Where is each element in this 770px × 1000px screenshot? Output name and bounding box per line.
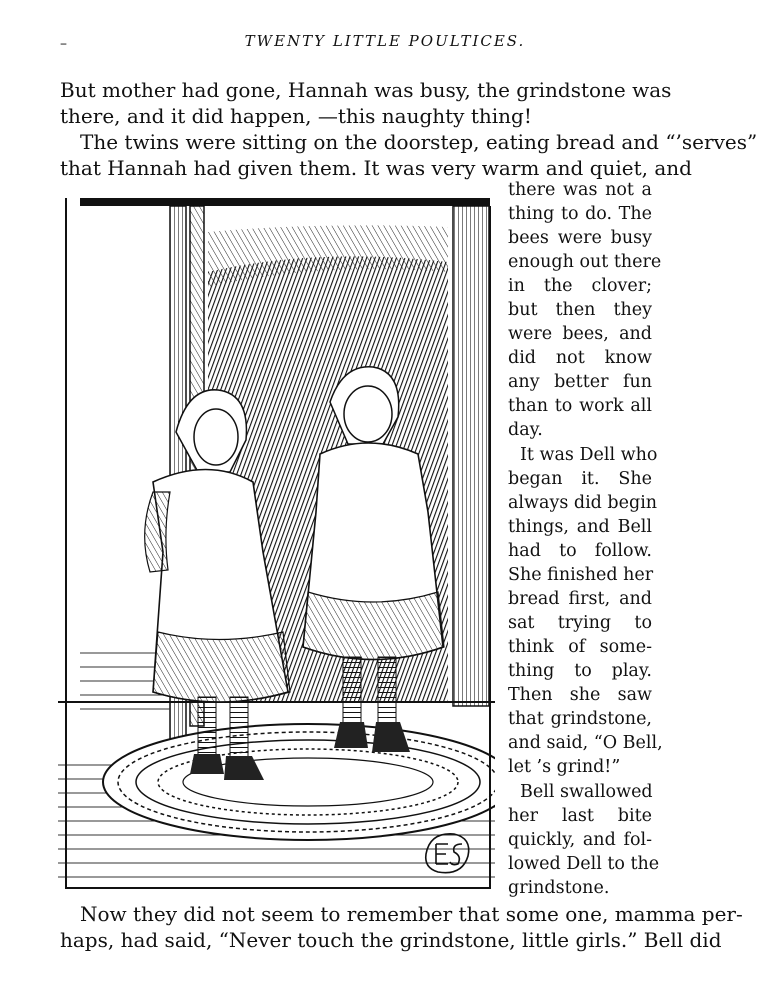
side-line: sat trying to: [508, 613, 652, 633]
side-line: but then they: [508, 300, 652, 320]
side-line: did not know: [508, 348, 652, 368]
side-line: Bell swallowed: [520, 782, 653, 802]
side-line: Then she saw: [508, 685, 652, 705]
braided-rug: [103, 724, 495, 840]
side-line: in the clover;: [508, 276, 652, 296]
side-line: her last bite: [508, 806, 652, 826]
side-line: thing to play.: [508, 661, 652, 681]
corner-mark: –: [60, 36, 68, 52]
side-line: lowed Dell to the: [508, 854, 660, 874]
side-line: grindstone.: [508, 878, 610, 898]
side-line: and said, “O Bell,: [508, 733, 663, 753]
body-line: that Hannah had given them. It was very warm and quiet, and: [60, 156, 692, 180]
side-line: quickly, and fol-: [508, 830, 652, 850]
side-line: bees were busy: [508, 228, 652, 248]
side-line: there was not a: [508, 180, 652, 200]
body-line: Now they did not seem to remember that some one, mamma per-: [80, 902, 743, 926]
door-post-right: [453, 206, 489, 706]
side-line: that grindstone,: [508, 709, 652, 729]
side-line: day.: [508, 420, 543, 440]
side-line: She finished her: [508, 565, 654, 585]
door-lintel: [80, 198, 490, 206]
side-line: thing to do. The: [508, 204, 652, 224]
side-line: began it. She: [508, 469, 652, 489]
body-line: haps, had said, “Never touch the grindstone, little girls.” Bell did: [60, 928, 722, 952]
side-line: bread first, and: [508, 589, 652, 609]
side-line: enough out there: [508, 252, 662, 272]
side-line: It was Dell who: [520, 445, 658, 465]
side-line: think of some-: [508, 637, 652, 657]
illustration-drawing: [58, 192, 495, 890]
side-line: had to follow.: [508, 541, 652, 561]
side-line: than to work all: [508, 396, 652, 416]
body-line: But mother had gone, Hannah was busy, the grindstone was: [60, 78, 672, 102]
side-line: always did begin: [508, 493, 658, 513]
side-line: things, and Bell: [508, 517, 652, 537]
running-head: TWENTY LITTLE POULTICES.: [244, 32, 526, 50]
illustration-twins-in-doorway: [58, 192, 495, 890]
side-line: let ’s grind!”: [508, 757, 621, 777]
side-line: were bees, and: [508, 324, 652, 344]
body-line: The twins were sitting on the doorstep, eating bread and “’serves”: [80, 130, 758, 154]
side-line: any better fun: [508, 372, 652, 392]
body-line: there, and it did happen, —this naughty thing!: [60, 104, 532, 128]
